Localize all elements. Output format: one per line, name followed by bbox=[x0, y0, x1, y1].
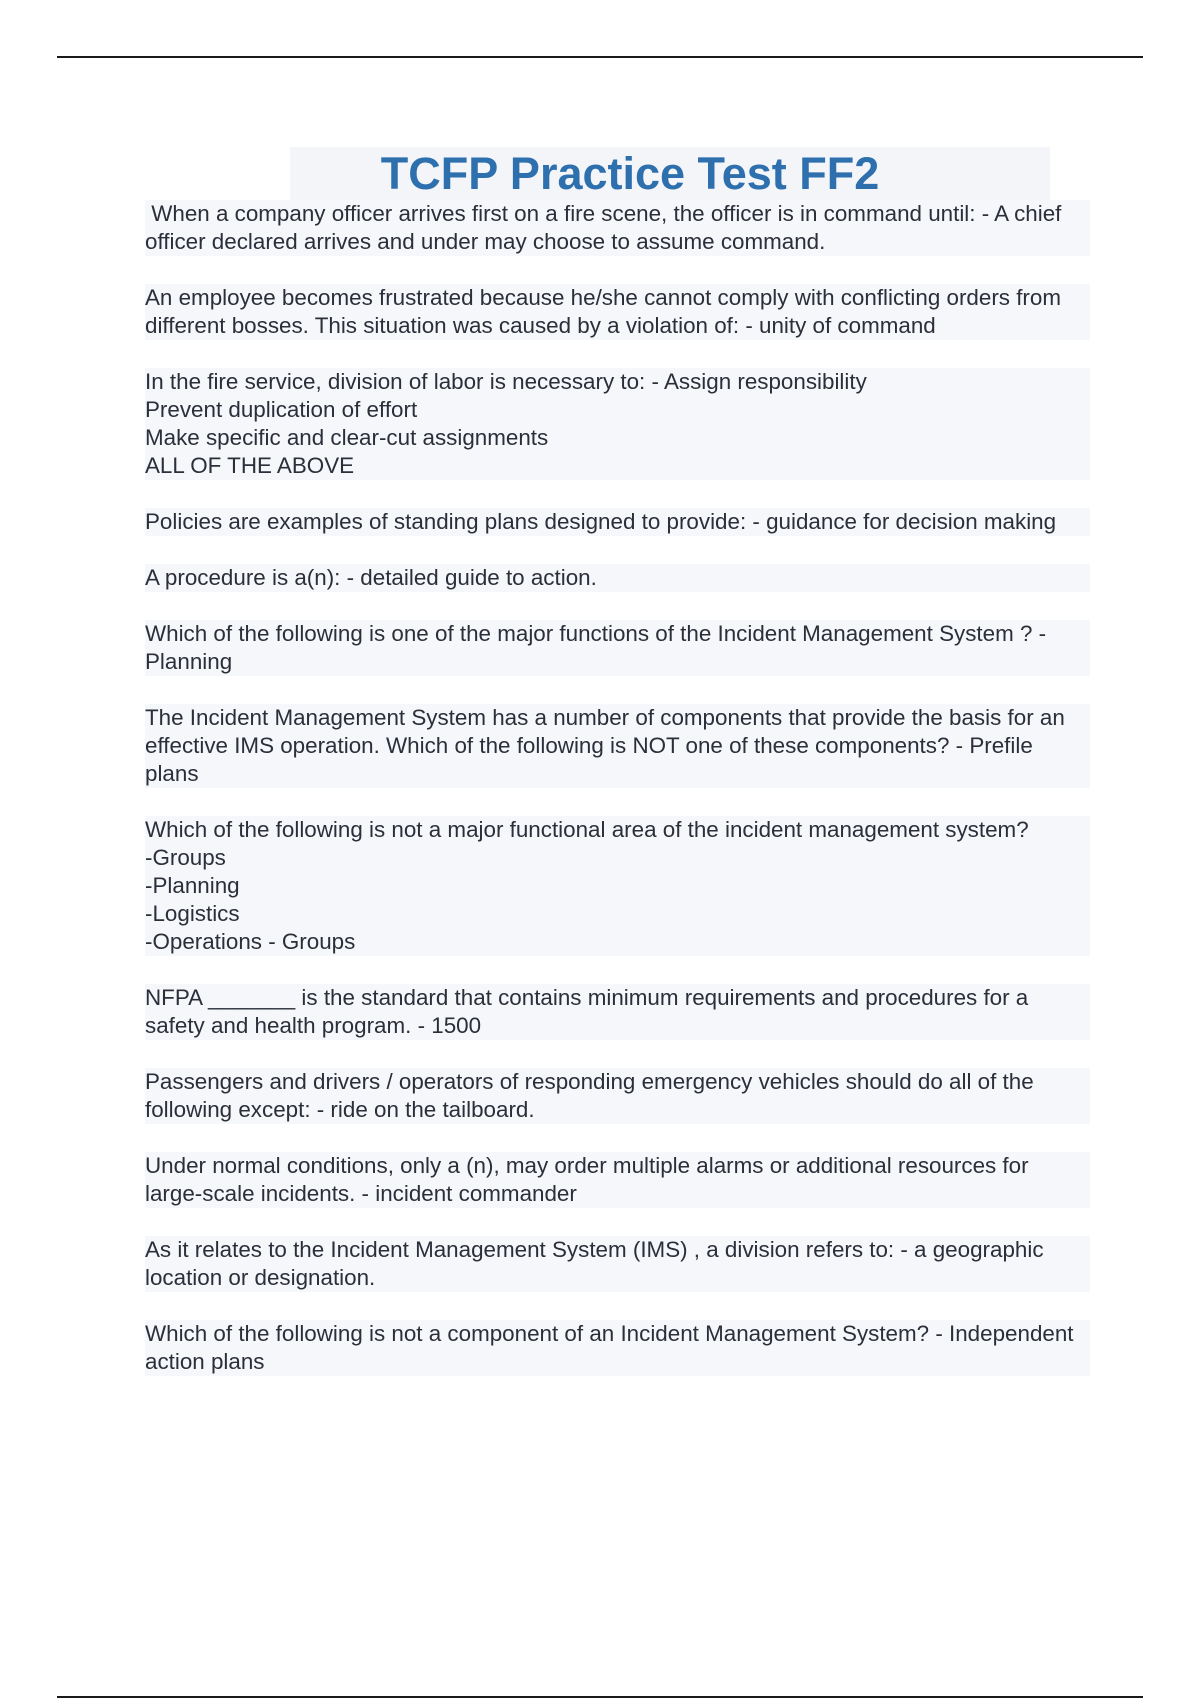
qa-entry bbox=[145, 564, 1090, 592]
qa-entry bbox=[145, 508, 1090, 536]
qa-entry bbox=[145, 284, 1090, 340]
qa-line: A procedure is a(n): - detailed guide to action. bbox=[145, 565, 597, 590]
qa-line: Under normal conditions, only a (n), may order multiple alarms or additional resources for large-scale incidents. - incident commander bbox=[145, 1153, 1035, 1206]
qa-line: Which of the following is not a major functional area of the incident management system? bbox=[145, 817, 1029, 842]
qa-line: Prevent duplication of effort bbox=[145, 397, 418, 422]
qa-line: ALL OF THE ABOVE bbox=[145, 453, 355, 478]
qa-line: Which of the following is not a component of an Incident Management System? - Independent action plans bbox=[145, 1321, 1080, 1374]
top-rule bbox=[57, 56, 1143, 58]
qa-entry bbox=[145, 620, 1090, 676]
qa-line: Make specific and clear-cut assignments bbox=[145, 425, 549, 450]
bottom-rule bbox=[57, 1696, 1143, 1698]
qa-line: In the fire service, division of labor is necessary to: - Assign responsibility bbox=[145, 369, 867, 394]
qa-entry bbox=[145, 1320, 1090, 1376]
qa-line: -Planning bbox=[145, 873, 240, 898]
page-title: TCFP Practice Test FF2 bbox=[380, 148, 880, 199]
qa-line: Passengers and drivers / operators of responding emergency vehicles should do all of the following except: - ride on the tailboard. bbox=[145, 1069, 1040, 1122]
qa-line: As it relates to the Incident Management System (IMS) , a division refers to: - a geographic location or designation. bbox=[145, 1237, 1050, 1290]
qa-entry bbox=[145, 1068, 1090, 1124]
qa-line: When a company officer arrives first on a fire scene, the officer is in command until: - A chief officer declared arrives and under may choose to assume command. bbox=[145, 201, 1068, 254]
qa-entry bbox=[145, 816, 1090, 956]
qa-line: -Logistics bbox=[145, 901, 240, 926]
qa-line: Policies are examples of standing plans designed to provide: - guidance for decision making bbox=[145, 509, 1057, 534]
qa-entry bbox=[145, 1152, 1090, 1208]
qa-entry bbox=[145, 704, 1090, 788]
qa-entry bbox=[145, 368, 1090, 480]
qa-entry bbox=[145, 1236, 1090, 1292]
qa-entry bbox=[145, 984, 1090, 1040]
qa-line: NFPA _______ is the standard that contains minimum requirements and procedures for a safety and health program. - 1500 bbox=[145, 985, 1035, 1038]
qa-line: Which of the following is one of the major functions of the Incident Management System ? - Planning bbox=[145, 621, 1053, 674]
qa-line: An employee becomes frustrated because he/she cannot comply with conflicting orders from different bosses. This situation was caused by a violation of: - unity of command bbox=[145, 285, 1068, 338]
qa-list bbox=[145, 200, 1090, 1404]
qa-line: The Incident Management System has a number of components that provide the basis for an effective IMS operation. Which of the following is NOT one of these components? - Prefile plans bbox=[145, 705, 1072, 786]
qa-line: -Operations - Groups bbox=[145, 929, 356, 954]
qa-entry bbox=[145, 200, 1090, 256]
qa-line: -Groups bbox=[145, 845, 226, 870]
